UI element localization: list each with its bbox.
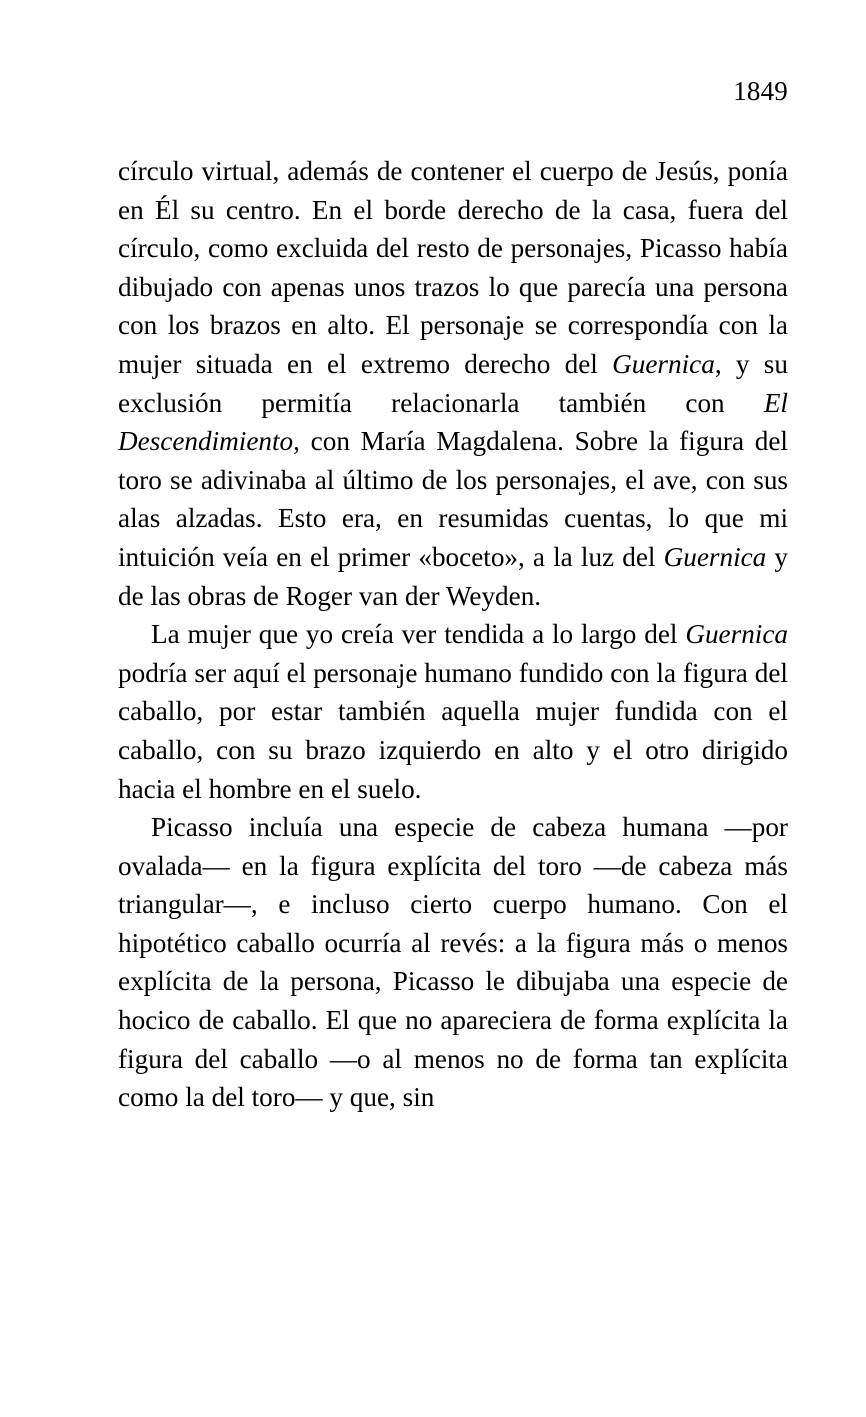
page-number: 1849 (733, 76, 788, 106)
italic-work-title: Guernica (663, 541, 767, 572)
italic-work-title: Guernica (685, 619, 788, 650)
page-header (118, 78, 788, 105)
text-run: círculo virtual, además de contener el cuerpo de Jesús, ponía en Él su centro. En el borde derecho de la casa, fuera del círculo, como excluida del resto de personajes, Picasso había dibujado con apenas unos trazos lo que parecía una persona con los brazos en alto. El personaje se correspondía con la mujer situada en el extremo derecho del (118, 156, 788, 379)
paragraph-3 (118, 808, 788, 1117)
body-text-block (118, 152, 788, 1117)
text-run: La mujer que yo creía ver tendida a lo largo del (151, 619, 686, 650)
italic-work-title: El Descendimiento (118, 387, 788, 457)
italic-work-title: Guernica (612, 348, 715, 379)
text-run: , con María Magdalena. Sobre la figura del toro se adivinaba al último de los personajes, el ave, con sus alas alzadas. Esto era, en resumidas cuentas, lo que mi intuición veía en el primer «boceto», a la luz del (118, 426, 788, 572)
text-run: , y su exclusión permitía relacionarla también con (118, 348, 788, 418)
text-run: Picasso incluía una especie de cabeza humana —por ovalada— en la figura explícita del toro —de cabeza más triangular—, e incluso cierto cuerpo humano. Con el hipotético caballo ocurría al revés: a la figura más o menos explícita de la persona, Picasso le dibujaba una especie de hocico de caballo. El que no apareciera de forma explícita la figura del caballo —o al menos no de forma tan explícita como la del toro— y que, sin (118, 812, 788, 1113)
text-run: y de las obras de Roger van der Weyden. (118, 541, 789, 611)
text-run: podría ser aquí el personaje humano fundido con la figura del caballo, por estar también aquella mujer fundida con el caballo, con su brazo izquierdo en alto y el otro dirigido hacia el hombre en el suelo. (118, 657, 788, 804)
paragraph-2 (118, 615, 788, 808)
paragraph-1 (118, 152, 788, 615)
